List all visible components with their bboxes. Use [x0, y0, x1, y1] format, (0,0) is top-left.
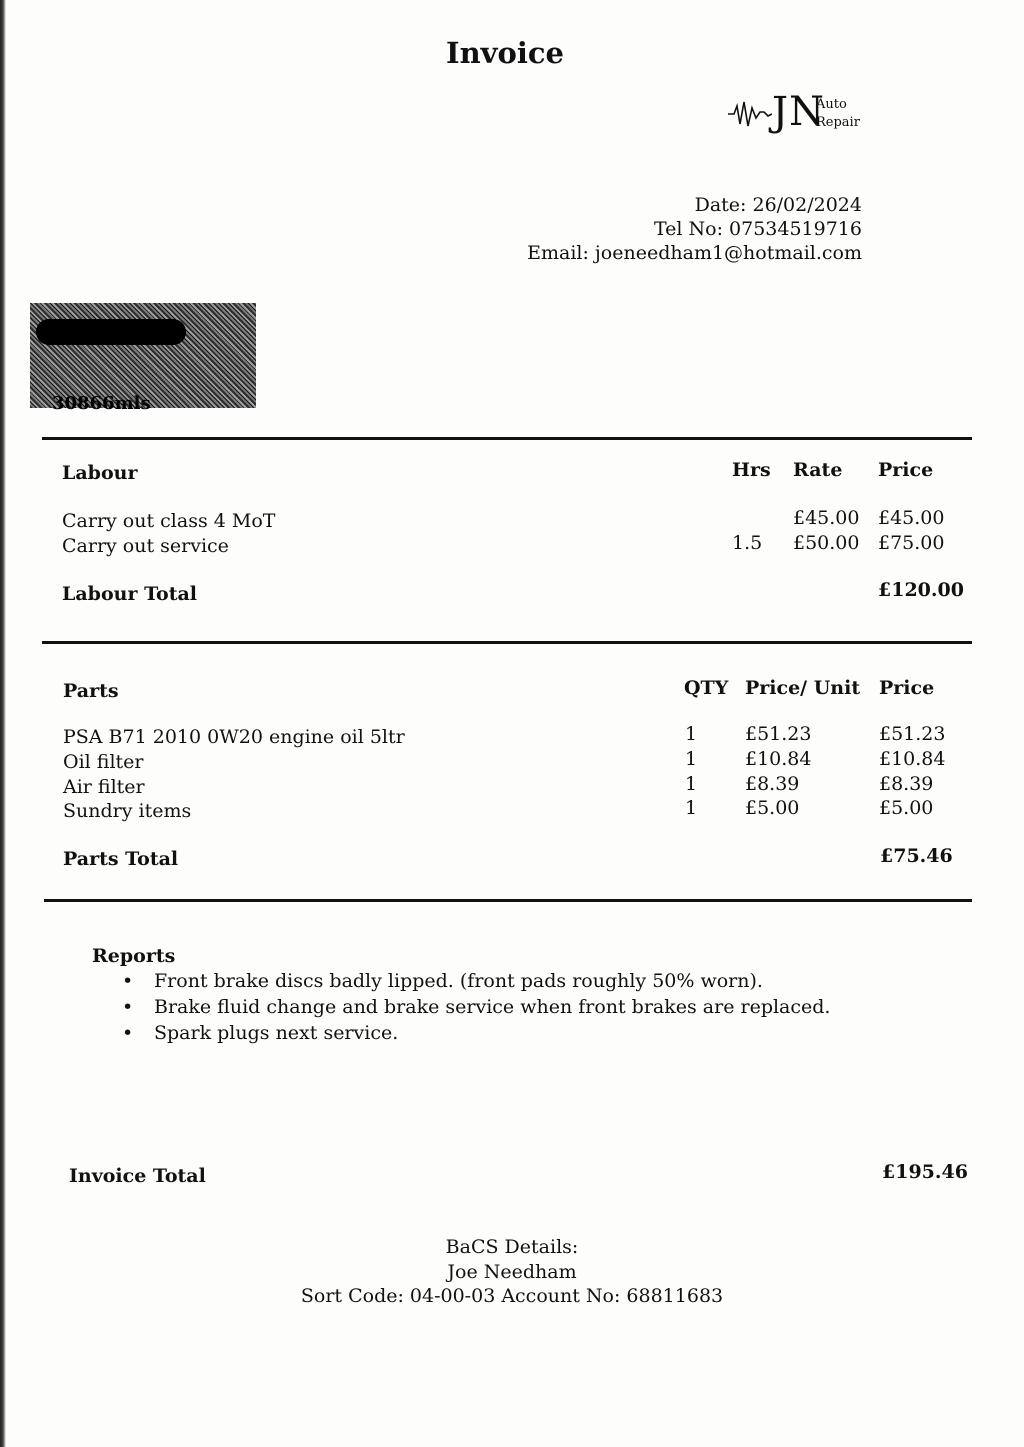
part-unit-price: £10.84 — [745, 748, 812, 770]
vehicle-mileage: 30866mls — [52, 393, 151, 414]
heartbeat-icon — [728, 96, 772, 132]
bacs-account: Sort Code: 04-00-03 Account No: 68811683 — [300, 1285, 724, 1307]
part-unit-price: £5.00 — [745, 797, 800, 819]
part-desc: PSA B71 2010 0W20 engine oil 5ltr — [63, 726, 405, 748]
part-price: £8.39 — [879, 773, 934, 795]
scan-edge — [0, 0, 6, 1447]
reports-heading: Reports — [92, 945, 176, 967]
labour-total-label: Labour Total — [62, 583, 198, 605]
divider — [42, 641, 972, 644]
parts-col-qty: QTY — [684, 677, 729, 699]
redaction-mark — [36, 319, 186, 345]
email: Email: joeneedham1@hotmail.com — [527, 242, 862, 264]
divider — [42, 437, 972, 440]
bacs-heading: BaCS Details: — [445, 1236, 579, 1258]
report-item: • Front brake discs badly lipped. (front pads roughly 50% worn). — [120, 968, 830, 994]
labour-item-price: £45.00 — [878, 507, 945, 529]
bacs-name: Joe Needham — [447, 1261, 577, 1283]
part-price: £5.00 — [879, 797, 934, 819]
reports-list — [120, 968, 830, 1046]
redacted-vehicle-details — [30, 303, 256, 414]
report-item: • Spark plugs next service. — [120, 1020, 830, 1046]
invoice-total-label: Invoice Total — [69, 1165, 206, 1187]
part-qty: 1 — [685, 723, 698, 745]
part-qty: 1 — [685, 797, 698, 819]
part-desc: Sundry items — [63, 800, 192, 822]
labour-item-price: £75.00 — [878, 532, 945, 554]
labour-total-value: £120.00 — [878, 579, 964, 601]
invoice-date: Date: 26/02/2024 — [694, 194, 862, 216]
part-qty: 1 — [685, 748, 698, 770]
logo-tagline-line2: Repair — [816, 115, 860, 130]
part-desc: Air filter — [63, 776, 145, 798]
labour-col-hrs: Hrs — [732, 459, 771, 481]
invoice-total-value: £195.46 — [882, 1161, 968, 1183]
logo-initials: JN — [772, 89, 826, 135]
document-title: Invoice — [446, 36, 564, 70]
labour-item-hrs: 1.5 — [732, 532, 763, 554]
parts-total-label: Parts Total — [63, 848, 179, 870]
part-unit-price: £51.23 — [745, 723, 812, 745]
parts-heading: Parts — [63, 680, 119, 702]
logo-tagline-line1: Auto — [816, 97, 847, 112]
telephone: Tel No: 07534519716 — [653, 218, 862, 240]
parts-col-price: Price — [879, 677, 935, 699]
company-logo — [728, 90, 868, 140]
parts-col-unit-price: Price/ Unit — [745, 677, 861, 699]
labour-col-rate: Rate — [793, 459, 843, 481]
report-item: • Brake fluid change and brake service when front brakes are replaced. — [120, 994, 830, 1020]
logo-tagline — [816, 96, 860, 132]
divider — [44, 899, 972, 902]
part-qty: 1 — [685, 773, 698, 795]
parts-total-value: £75.46 — [880, 845, 953, 867]
labour-item-desc: Carry out class 4 MoT — [62, 510, 276, 532]
labour-item-desc: Carry out service — [62, 535, 229, 557]
labour-item-rate: £45.00 — [793, 507, 860, 529]
labour-heading: Labour — [62, 462, 138, 484]
part-price: £10.84 — [879, 748, 946, 770]
labour-col-price: Price — [878, 459, 934, 481]
labour-item-rate: £50.00 — [793, 532, 860, 554]
part-price: £51.23 — [879, 723, 946, 745]
part-unit-price: £8.39 — [745, 773, 800, 795]
part-desc: Oil filter — [63, 751, 144, 773]
